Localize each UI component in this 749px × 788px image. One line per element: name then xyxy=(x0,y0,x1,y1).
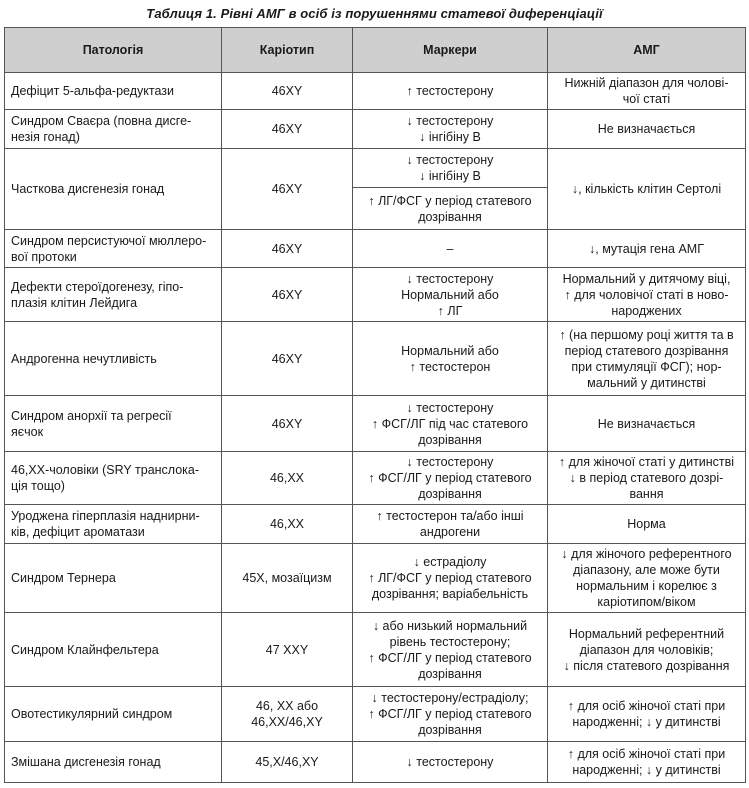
cell-text-line: ↓, кількість клітин Сертолі xyxy=(571,182,722,196)
cell-text-line: 46,ХХ xyxy=(269,517,305,531)
cell-text-line: Норма xyxy=(627,517,666,531)
cell-markers xyxy=(353,322,548,396)
cell-text-line: 46, ХХ або xyxy=(255,699,319,713)
table-row xyxy=(5,544,746,613)
cell-amg xyxy=(548,322,746,396)
cell-text-line: Овотестикулярний синдром xyxy=(11,707,173,721)
cell-text-line: ↑ ЛГ/ФСГ у період статевого xyxy=(368,571,532,585)
cell-pathology xyxy=(5,73,222,110)
cell-text-line: Нормальний або xyxy=(401,343,499,358)
cell-text-line: вання xyxy=(629,487,664,501)
cell-text-line: ↓ інгібіну В xyxy=(419,169,481,183)
cell-text-line: Не визначається xyxy=(597,416,696,431)
cell-amg xyxy=(548,396,746,452)
cell-amg xyxy=(548,73,746,110)
cell-text-line: Синдром Клайнфельтера xyxy=(11,642,159,657)
table-row xyxy=(5,110,746,149)
cell-text-line: 46,ХХ-чоловіки (SRY транслока- xyxy=(11,463,200,477)
table-row xyxy=(5,73,746,110)
cell-text-line: ↑ (на першому році життя та в xyxy=(559,327,734,342)
cell-karyotype xyxy=(222,396,353,452)
table-header-row xyxy=(5,28,746,73)
cell-text-line: ↓ тестостерону xyxy=(406,755,494,769)
header-pathology: Патологія xyxy=(5,28,222,73)
cell-text-line: ↓ або низький нормальний xyxy=(372,618,528,633)
cell-text-line: ↑ для осіб жіночої статі при xyxy=(567,699,726,713)
cell-text-line: ↓ інгібіну В xyxy=(419,130,481,144)
cell-text-line: ↑ ФСГ/ЛГ під час статевого xyxy=(371,416,529,431)
table-row xyxy=(5,396,746,452)
cell-text-line: ція тощо) xyxy=(11,479,65,493)
cell-text-line: Андрогенна нечутливість xyxy=(11,351,157,366)
header-markers: Маркери xyxy=(353,28,548,73)
cell-text-line: Дефіцит 5-альфа-редуктази xyxy=(11,84,174,98)
table-row xyxy=(5,742,746,783)
cell-pathology xyxy=(5,505,222,544)
cell-karyotype xyxy=(222,110,353,149)
cell-text-line: ↑ тестостерон та/або інші xyxy=(376,509,524,523)
cell-text-line: дозрівання xyxy=(418,666,482,681)
cell-text-line: незія гонад) xyxy=(11,130,80,144)
cell-text-line: народжених xyxy=(611,303,682,318)
cell-text-line: Нормальний референтний xyxy=(568,626,725,641)
cell-text-line: Дефекти стероїдогенезу, гіпо- xyxy=(11,279,184,294)
cell-text-line: Синдром Сваєра (повна дисге- xyxy=(11,114,192,128)
cell-markers xyxy=(353,742,548,783)
table-row xyxy=(5,452,746,505)
cell-text-line: дозрівання xyxy=(418,487,482,501)
cell-text-line: ↓ тестостерону xyxy=(406,153,494,167)
cell-text-line: період статевого дозрівання xyxy=(564,343,729,358)
cell-text-line: ↑ тестостерон xyxy=(409,359,491,374)
cell-text-line: 46XY xyxy=(271,182,303,196)
cell-text-line: 46XY xyxy=(271,241,303,256)
cell-text-line: дозрівання xyxy=(418,209,482,224)
cell-text-line: діапазону, але може бути xyxy=(573,563,720,577)
cell-text-line: рівень тестостерону; xyxy=(389,634,511,649)
cell-text-line: ↓ тестостерону xyxy=(406,271,494,286)
cell-text-line: ↑ ФСГ/ЛГ у період статевого xyxy=(368,650,532,665)
cell-amg xyxy=(548,687,746,742)
cell-amg xyxy=(548,230,746,268)
cell-karyotype xyxy=(222,230,353,268)
cell-text-line: 46,ХХ/46,XY xyxy=(251,715,323,729)
cell-pathology xyxy=(5,613,222,687)
cell-text-line: ↑ ФСГ/ЛГ у період статевого xyxy=(368,471,532,485)
cell-text-line: ↑ ФСГ/ЛГ у період статевого xyxy=(368,707,532,721)
cell-text-line: ↑ для осіб жіночої статі при xyxy=(567,747,726,761)
cell-text-line: 46XY xyxy=(271,416,303,431)
cell-pathology xyxy=(5,268,222,322)
cell-text-line: Уроджена гіперплазія наднирни- xyxy=(11,509,200,523)
cell-text-line: ↑ ЛГ xyxy=(437,303,463,318)
cell-pathology xyxy=(5,452,222,505)
table-row xyxy=(5,149,746,188)
cell-text-line: ↓ для жіночого референтного xyxy=(561,547,732,561)
cell-markers xyxy=(353,188,548,230)
cell-text-line: яєчок xyxy=(11,424,44,439)
cell-text-line: чої статі xyxy=(622,92,671,106)
cell-text-line: ↓ в період статевого дозрі- xyxy=(569,471,724,485)
cell-text-line: ↓ після статевого дозрівання xyxy=(563,658,730,673)
cell-text-line: ↓ естрадіолу xyxy=(413,555,487,569)
cell-karyotype xyxy=(222,544,353,613)
header-karyotype: Каріотип xyxy=(222,28,353,73)
cell-markers xyxy=(353,73,548,110)
cell-text-line: Синдром персистуючої мюллеро- xyxy=(11,233,207,248)
table-row xyxy=(5,687,746,742)
cell-amg xyxy=(548,452,746,505)
cell-text-line: дозрівання xyxy=(418,723,482,737)
cell-markers xyxy=(353,613,548,687)
cell-karyotype xyxy=(222,613,353,687)
cell-text-line: – xyxy=(446,241,454,256)
table-caption: Таблиця 1. Рівні АМГ в осіб із порушеннями статевої диференціації xyxy=(146,6,603,21)
cell-text-line: Нормальний у дитячому віці, xyxy=(562,271,731,286)
cell-text-line: Змішана дисгенезія гонад xyxy=(11,755,161,769)
cell-pathology xyxy=(5,687,222,742)
cell-karyotype xyxy=(222,149,353,230)
cell-text-line: 46XY xyxy=(271,122,303,136)
cell-karyotype xyxy=(222,452,353,505)
cell-markers xyxy=(353,452,548,505)
cell-text-line: ↑ тестостерону xyxy=(406,84,494,98)
cell-pathology xyxy=(5,322,222,396)
cell-markers xyxy=(353,149,548,188)
cell-text-line: Не визначається xyxy=(597,122,696,136)
cell-text-line: ↑ для чоловічої статі в ново- xyxy=(564,287,729,302)
cell-amg xyxy=(548,505,746,544)
header-amg: АМГ xyxy=(548,28,746,73)
table-row xyxy=(5,230,746,268)
amg-table xyxy=(4,27,746,783)
cell-text-line: дозрівання xyxy=(418,432,482,447)
cell-text-line: Синдром анорхії та регресії xyxy=(11,408,172,423)
cell-text-line: Нормальний або xyxy=(401,287,499,302)
table-row xyxy=(5,322,746,396)
cell-text-line: 47 ХХY xyxy=(265,642,309,657)
cell-text-line: нормальним і корелює з xyxy=(576,579,717,593)
table-body xyxy=(5,73,746,783)
cell-text-line: 46XY xyxy=(271,287,303,302)
cell-text-line: ↑ для жіночої статі у дитинстві xyxy=(558,455,735,469)
cell-amg xyxy=(548,544,746,613)
cell-karyotype xyxy=(222,73,353,110)
cell-text-line: 46XY xyxy=(271,351,303,366)
cell-markers xyxy=(353,268,548,322)
cell-karyotype xyxy=(222,322,353,396)
cell-karyotype xyxy=(222,505,353,544)
cell-text-line: вої протоки xyxy=(11,249,77,264)
cell-text-line: ↑ ЛГ/ФСГ у період статевого xyxy=(368,193,532,208)
table-row xyxy=(5,613,746,687)
cell-text-line: 46XY xyxy=(271,84,303,98)
cell-text-line: дозрівання; варіабельність xyxy=(371,587,529,601)
cell-text-line: діапазон для чоловіків; xyxy=(579,642,714,657)
cell-text-line: Часткова дисгенезія гонад xyxy=(11,182,165,196)
cell-karyotype xyxy=(222,687,353,742)
cell-markers xyxy=(353,230,548,268)
cell-text-line: Синдром Тернера xyxy=(11,571,116,585)
cell-text-line: Нижній діапазон для чолові- xyxy=(564,76,729,90)
cell-pathology xyxy=(5,544,222,613)
cell-text-line: ків, дефіцит ароматази xyxy=(11,525,145,539)
cell-text-line: мальний у дитинстві xyxy=(587,375,706,390)
cell-text-line: при стимуляції ФСГ); нор- xyxy=(571,359,722,374)
cell-pathology xyxy=(5,742,222,783)
cell-text-line: ↓ тестостерону/естрадіолу; xyxy=(371,691,529,705)
cell-markers xyxy=(353,396,548,452)
cell-text-line: ↓ тестостерону xyxy=(406,114,494,128)
cell-text-line: ↓ тестостерону xyxy=(406,455,494,469)
cell-text-line: народженні; ↓ у дитинстві xyxy=(572,763,721,777)
cell-pathology xyxy=(5,396,222,452)
table-row xyxy=(5,268,746,322)
cell-text-line: 45,Х/46,XY xyxy=(255,755,319,769)
cell-amg xyxy=(548,149,746,230)
cell-amg xyxy=(548,268,746,322)
table-row xyxy=(5,505,746,544)
cell-markers xyxy=(353,544,548,613)
cell-text-line: ↓, мутація гена АМГ xyxy=(589,241,704,256)
cell-text-line: народженні; ↓ у дитинстві xyxy=(572,715,721,729)
cell-text-line: 45Х, мозаїцизм xyxy=(242,571,332,585)
cell-pathology xyxy=(5,230,222,268)
cell-text-line: 46,ХХ xyxy=(269,471,305,485)
cell-amg xyxy=(548,110,746,149)
cell-pathology xyxy=(5,149,222,230)
cell-karyotype xyxy=(222,268,353,322)
cell-markers xyxy=(353,505,548,544)
cell-amg xyxy=(548,742,746,783)
cell-karyotype xyxy=(222,742,353,783)
cell-text-line: каріотипом/віком xyxy=(597,595,696,609)
cell-text-line: ↓ тестостерону xyxy=(406,400,494,415)
cell-text-line: андрогени xyxy=(419,525,481,539)
cell-markers xyxy=(353,687,548,742)
cell-markers xyxy=(353,110,548,149)
cell-pathology xyxy=(5,110,222,149)
cell-text-line: плазія клітин Лейдига xyxy=(11,295,138,310)
cell-amg xyxy=(548,613,746,687)
